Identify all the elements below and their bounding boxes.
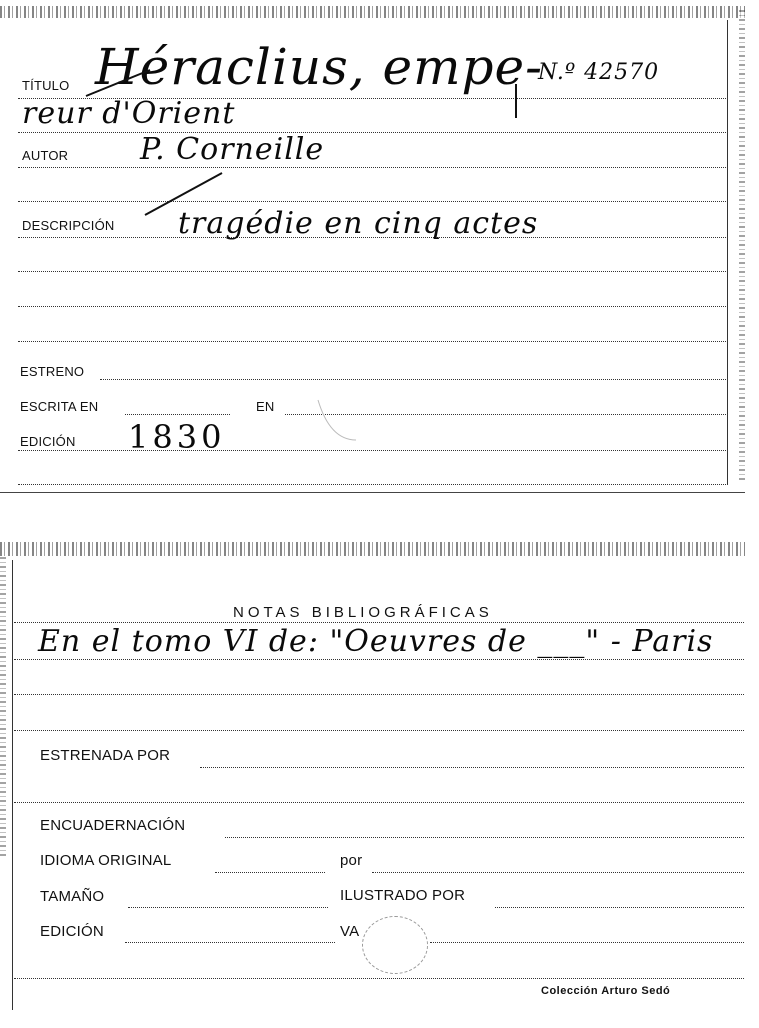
label-va: VA: [340, 923, 360, 940]
handwritten-bibliographic-note: En el tomo VI de: "Oeuvres de ___" - Paris: [38, 624, 714, 659]
scan-noise-top-2: [0, 542, 745, 556]
card-border-left: [12, 560, 13, 1010]
label-idioma-original: IDIOMA ORIGINAL: [40, 852, 172, 869]
notes-heading: NOTAS BIBLIOGRÁFICAS: [233, 604, 493, 621]
handwritten-description: tragédie en cinq actes: [178, 206, 539, 241]
label-descripcion: DESCRIPCIÓN: [22, 218, 115, 233]
label-por: por: [340, 852, 363, 869]
label-edicion: EDICIÓN: [20, 434, 76, 449]
label-edicion-2: EDICIÓN: [40, 923, 104, 940]
catalog-card-front: [0, 0, 745, 495]
catalog-card-back: [0, 538, 745, 1028]
scan-noise-left: [0, 556, 6, 856]
handwritten-title-line1: Héraclius, empe-: [95, 38, 544, 96]
label-autor: AUTOR: [22, 148, 69, 163]
handwritten-author: P. Corneille: [140, 132, 325, 167]
label-escrita-en: ESCRITA EN: [20, 399, 99, 414]
label-ilustrado-por: ILUSTRADO POR: [340, 887, 466, 904]
handwritten-title-line2: reur d'Orient: [22, 96, 236, 131]
label-encuadernacion: ENCUADERNACIÓN: [40, 817, 186, 834]
label-tamano: TAMAÑO: [40, 888, 105, 905]
collection-credit: Colección Arturo Sedó: [541, 985, 671, 997]
handwritten-edition-year: 1830: [128, 418, 226, 456]
label-estrenada-por: ESTRENADA POR: [40, 747, 171, 764]
handwritten-catalog-number: N.º 42570: [538, 60, 660, 85]
label-estreno: ESTRENO: [20, 364, 85, 379]
label-titulo: TÍTULO: [22, 78, 70, 93]
pen-stroke-marks: [0, 0, 745, 495]
faint-stamp-circle: [362, 916, 428, 974]
label-en: EN: [256, 399, 275, 414]
